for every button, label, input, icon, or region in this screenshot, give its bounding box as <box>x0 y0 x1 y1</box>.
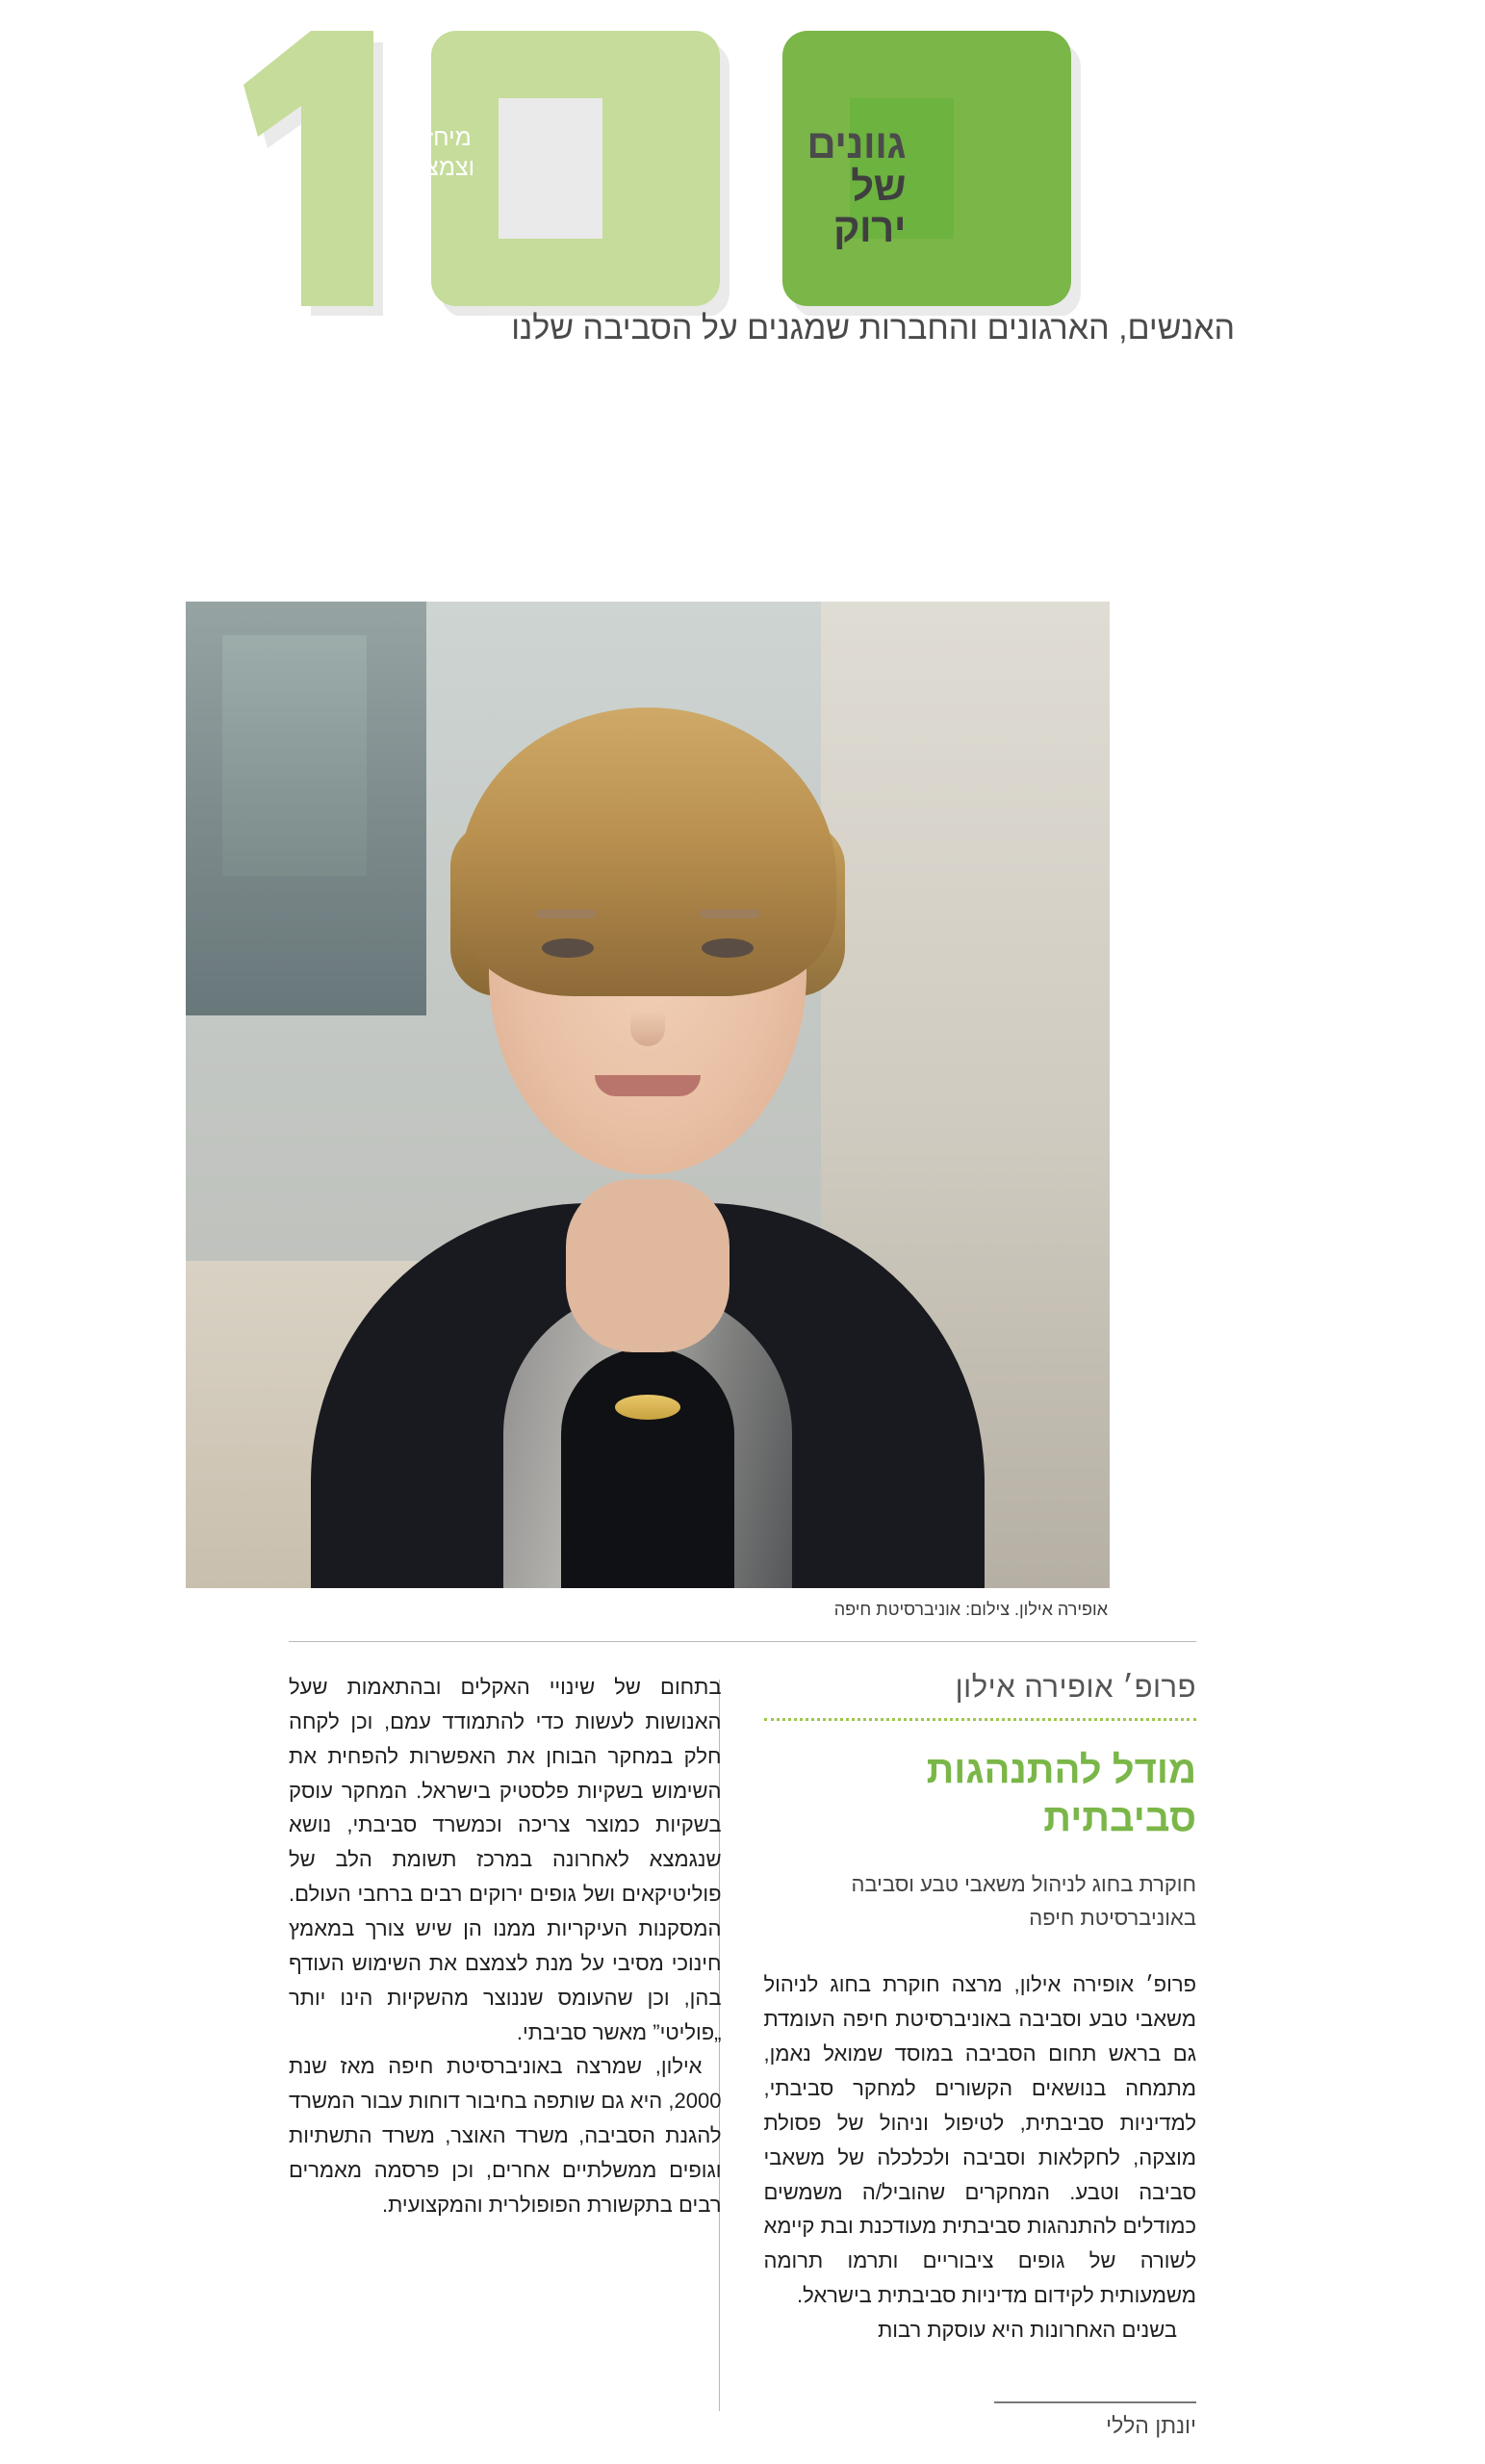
credit-rule <box>994 2401 1196 2403</box>
portrait-block <box>186 602 1110 1620</box>
logo-100-shades-of-green <box>168 17 1350 306</box>
logo-badge-line-1: מיחזור <box>406 124 472 151</box>
article-top-rule <box>289 1641 1196 1642</box>
photo-caption: אופירה אילון. צילום: אוניברסיטת חיפה <box>833 1600 1108 1619</box>
logo-word-1: גוונים <box>807 121 906 167</box>
logo-badge-line-2: וצמצום <box>402 154 475 182</box>
logo-badge-recycling <box>382 123 496 184</box>
byline: פרופ׳ אופירה אילון <box>955 1670 1196 1704</box>
body-left <box>289 1670 722 2222</box>
logo-word-3: ירוק <box>832 205 906 251</box>
masthead <box>0 0 1485 578</box>
paragraph: אילון, שמרצה באוניברסיטת חיפה מאז שנת 2000, היא גם שותפה בחיבור דוחות עבור המשרד להגנת הסביבה, משרד האוצר, משרד התשתיות וגופים ממשלתיים אחרים, וכן פרסמה מאמרים רבים בתקשורת הפופולרית והמקצועית. <box>289 2054 722 2217</box>
dotted-rule <box>764 1718 1197 1721</box>
page-title: מודל להתנהגות סביבתית <box>926 1749 1196 1839</box>
paragraph: פרופ׳ אופירה אילון, מרצה חוקרת בחוג לניהול משאבי טבע וסביבה באוניברסיטת חיפה העומדת גם בראש תחום הסביבה במוסד שמואל נאמן, מתמחה בנושאים הקשורים למחקר סביבתי, למדיניות סביבתית, לטיפול וניהול של פסולת מוצקה, לחקלאות וסביבה ולכלכלה של משאבי סביבה וטבע. המחקרים שהוביל/ה משמשים כמודלים להתנהגות סביבתית מעודכנת ובת קיימא לשורה של גופים ציבוריים ותרמו תרומה משמעותית לקידום מדיניות סביבתית בישראל. <box>763 1972 1196 2308</box>
author-credit: יונתן הללי <box>1106 2413 1196 2438</box>
article-column-right <box>764 1670 1197 2348</box>
masthead-tagline: האנשים, הארגונים והחברות שמגנים על הסביבה שלנו <box>511 310 1235 346</box>
standfirst: חוקרת בחוג לניהול משאבי טבע וסביבה באוניברסיטת חיפה <box>851 1872 1196 1931</box>
credit-block <box>758 2401 1196 2439</box>
paragraph: בתחום של שינויי האקלים ובהתאמות שעל האנושות לעשות כדי להתמודד עמם, וכן לקחה חלק במחקר הבוחן את האפשרות להפחית את השימוש בשקיות פלסטיק בישראל. המחקר עוסק בשקיות כמוצר צריכה וכמשרד סביבתי, נושא שנגמצא לאחרונה במרכז תשומת הלב של פוליטיקאים ושל גופים ירוקים רבים ברחבי העולם. המסקנות העיקריות ממנו הן שיש צורך במאמץ חינוכי מסיבי על מנת לצמצם את השימוש העודף בהן, וכן שהעומס שננוצר מהשקיות הינו יותר „פוליטי” מאשר סביבתי. <box>289 1675 722 2044</box>
logo-words <box>732 123 906 249</box>
body-right <box>764 1967 1197 2347</box>
paragraph: בשנים האחרונות היא עוסקת רבות <box>878 2317 1177 2342</box>
portrait-photo <box>186 602 1110 1588</box>
article <box>289 1670 1196 2348</box>
article-column-left <box>289 1670 722 2348</box>
logo-word-2: של <box>851 163 906 209</box>
